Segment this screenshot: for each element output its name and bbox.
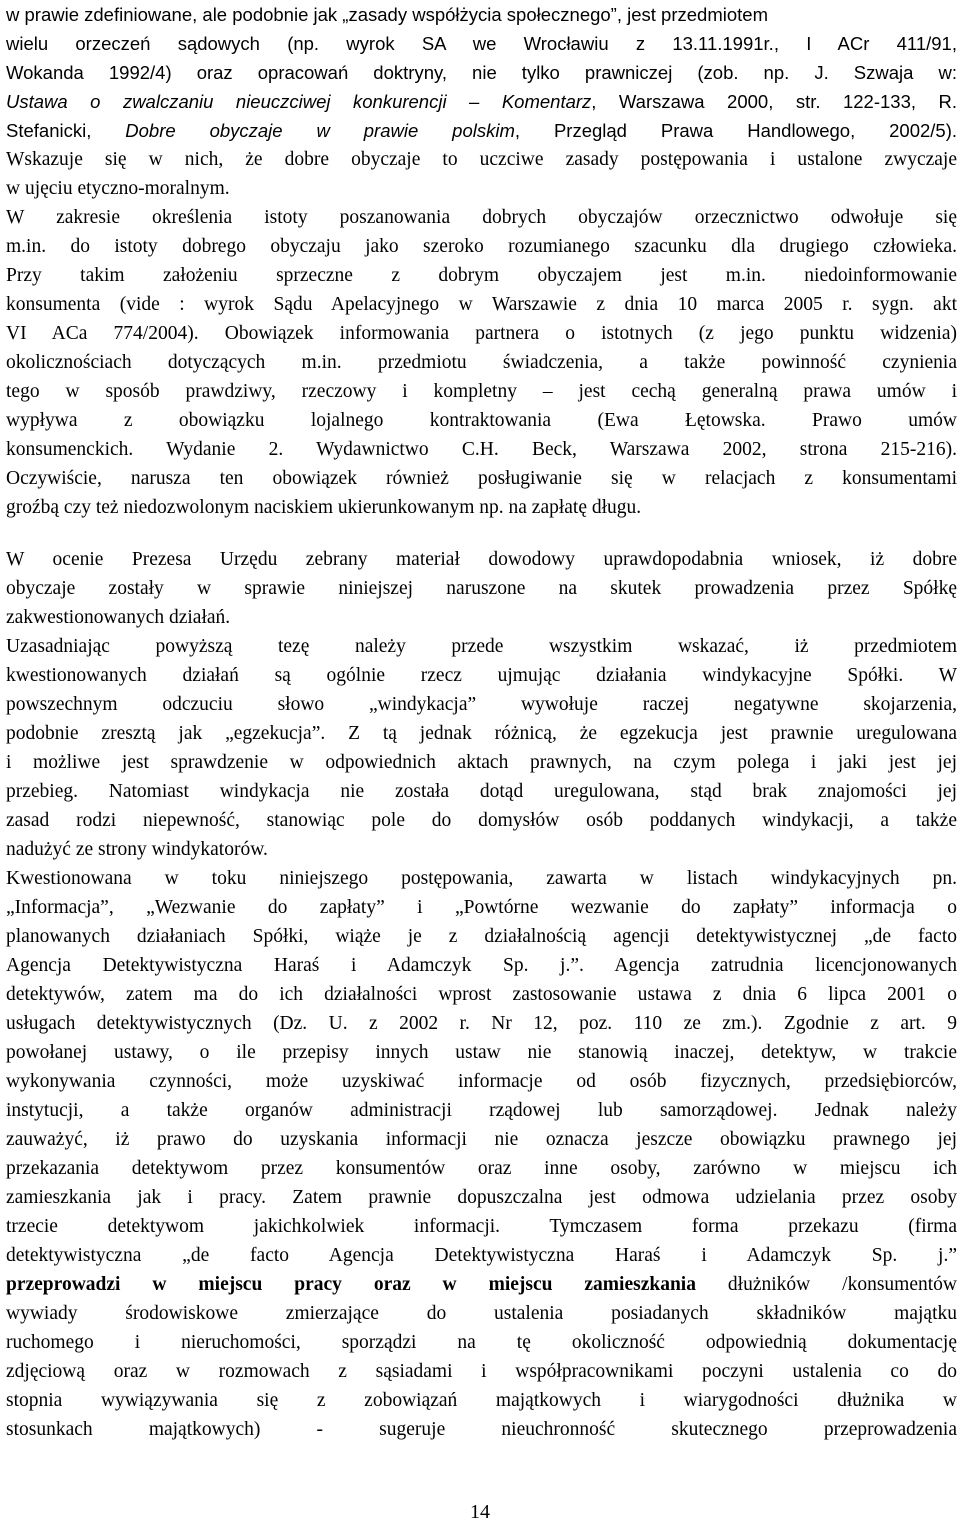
text-line [6, 174, 957, 203]
text-run: usługach detektywistycznych (Dz. U. z 2002 r. Nr 12, poz. 110 ze zm.). Zgodnie z art. 9 [6, 1013, 957, 1034]
text-run: konsumenta (vide : wyrok Sądu Apelacyjnego w Warszawie z dnia 10 marca 2005 r. sygn. akt [6, 294, 957, 315]
italic-citation: Ustawa o zwalczaniu nieuczciwej konkurencji – Komentarz [6, 91, 592, 112]
text-run: podobnie zresztą jak „egzekucja”. Z tą jednak różnicą, że egzekucja jest prawnie uregulowana [6, 723, 957, 744]
text-line [6, 1328, 957, 1357]
text-line [6, 203, 957, 232]
text-run: powszechnym odczuciu słowo „windykacja” wywołuje raczej negatywne skojarzenia, [6, 694, 957, 715]
text-line [6, 348, 957, 377]
text-run: , Przegląd Prawa Handlowego, 2002/5). [514, 120, 958, 141]
text-run: stopnia wywiązywania się z zobowiązań majątkowych i wiarygodności dłużnika w [6, 1390, 957, 1411]
text-line [6, 1038, 957, 1067]
text-line [6, 864, 957, 893]
text-line [6, 835, 957, 864]
text-line [6, 980, 957, 1009]
text-run: detektywów, zatem ma do ich działalności wprost zastosowanie ustawa z dnia 6 lipca 2001 o [6, 984, 957, 1005]
text-run: zamieszkania jak i pracy. Zatem prawnie dopuszczalna jest odmowa udzielania przez osoby [6, 1187, 957, 1208]
text-run: w prawie zdefiniowane, ale podobnie jak „zasady współżycia społecznego”, jest przedmiotem [6, 4, 768, 25]
text-line [6, 435, 957, 464]
text-line [6, 893, 957, 922]
text-run: i możliwe jest sprawdzenie w odpowiednich aktach prawnych, na czym polega i jaki jest jej [6, 752, 957, 773]
bold-emphasis: przeprowadzi w miejscu pracy oraz w miejscu zamieszkania [6, 1274, 696, 1295]
text-run: Uzasadniając powyższą tezę należy przede wszystkim wskazać, iż przedmiotem [6, 636, 957, 657]
text-run: zasad rodzi niepewność, stanowiąc pole do domysłów osób poddanych windykacji, a także [6, 810, 957, 831]
text-line [6, 574, 957, 603]
text-line [6, 922, 957, 951]
text-line [6, 232, 957, 261]
text-run: wielu orzeczeń sądowych (np. wyrok SA we Wrocławiu z 13.11.1991r., I ACr 411/91, [6, 33, 957, 54]
text-run: Oczywiście, narusza ten obowiązek również posługiwanie się w relacjach z konsumentami [6, 468, 957, 489]
text-line [6, 1067, 957, 1096]
paragraph-ocena-prezesa [6, 545, 957, 1444]
text-run: Stefanicki, [6, 120, 126, 141]
text-line [6, 719, 957, 748]
text-run: wywiady środowiskowe zmierzające do ustalenia posiadanych składników majątku [6, 1303, 957, 1324]
text-run: okolicznościach dotyczących m.in. przedmiotu świadczenia, a także powinność czynienia [6, 352, 957, 373]
text-run: trzecie detektywom jakichkolwiek informacji. Tymczasem forma przekazu (firma [6, 1216, 957, 1237]
italic-citation: Dobre obyczaje w prawie polskim [125, 120, 515, 141]
text-line [6, 290, 957, 319]
text-run: W zakresie określenia istoty poszanowania dobrych obyczajów orzecznictwo odwołuje się [6, 207, 957, 228]
text-line [6, 951, 957, 980]
text-run: obyczaje zostały w sprawie niniejszej naruszone na skutek prowadzenia przez Spółkę [6, 578, 957, 599]
text-run: konsumenckich. Wydanie 2. Wydawnictwo C.H. Beck, Warszawa 2002, strona 215-216). [6, 439, 957, 460]
text-line [6, 806, 957, 835]
text-line [6, 0, 957, 29]
text-line [6, 1386, 957, 1415]
text-run: groźbą czy też niedozwolonym naciskiem ukierunkowanym np. na zapłatę długu. [6, 497, 642, 518]
text-line [6, 29, 957, 58]
text-run: „Informacja”, „Wezwanie do zapłaty” i „Powtórne wezwanie do zapłaty” informacja o [6, 897, 957, 918]
text-run: wypływa z obowiązku lojalnego kontraktowania (Ewa Łętowska. Prawo umów [6, 410, 957, 431]
text-line [6, 1415, 957, 1444]
text-run: Agencja Detektywistyczna Haraś i Adamczyk Sp. j.”. Agencja zatrudnia licencjonowanych [6, 955, 957, 976]
text-run: detektywistyczna „de facto Agencja Detektywistyczna Haraś i Adamczyk Sp. j.” [6, 1245, 957, 1266]
text-run: dłużników /konsumentów [695, 1274, 957, 1295]
text-run: stosunkach majątkowych) - sugeruje nieuchronność skutecznego przeprowadzenia [6, 1419, 957, 1440]
text-line [6, 1299, 957, 1328]
text-line [6, 1096, 957, 1125]
text-line [6, 545, 957, 574]
text-line [6, 1212, 957, 1241]
text-run: nadużyć ze strony windykatorów. [6, 839, 268, 860]
text-line [6, 116, 957, 145]
text-run: wykonywania czynności, może uzyskiwać informacje od osób fizycznych, przedsiębiorców, [6, 1071, 957, 1092]
text-run: w ujęciu etyczno-moralnym. [6, 178, 230, 199]
text-line [6, 145, 957, 174]
text-run: W ocenie Prezesa Urzędu zebrany materiał dowodowy uprawdopodabnia wniosek, iż dobre [6, 549, 957, 570]
text-run: Kwestionowana w toku niniejszego postępowania, zawarta w listach windykacyjnych pn. [6, 868, 957, 889]
text-line [6, 1270, 957, 1299]
text-line [6, 87, 957, 116]
text-run: powołanej ustawy, o ile przepisy innych ustaw nie stanowią inaczej, detektyw, w trakcie [6, 1042, 957, 1063]
text-run: zdjęciową oraz w rozmowach z sąsiadami i współpracownikami poczyni ustalenia co do [6, 1361, 957, 1382]
text-line [6, 1009, 957, 1038]
text-run: kwestionowanych działań są ogólnie rzecz ujmując działania windykacyjne Spółki. W [6, 665, 957, 686]
text-line [6, 377, 957, 406]
page-number: 14 [470, 1501, 490, 1523]
text-line [6, 464, 957, 493]
text-line [6, 1357, 957, 1386]
text-line [6, 1125, 957, 1154]
text-run: Wokanda 1992/4) oraz opracowań doktryny, nie tylko prawniczej (zob. np. J. Szwaja w: [6, 62, 957, 83]
text-line [6, 603, 957, 632]
text-line [6, 319, 957, 348]
text-line [6, 58, 957, 87]
text-run: zauważyć, iż prawo do uzyskania informacji nie oznacza jeszcze obowiązku prawnego jej [6, 1129, 957, 1150]
text-run: planowanych działaniach Spółki, wiąże je z działalnością agencji detektywistycznej „de facto [6, 926, 957, 947]
text-run: m.in. do istoty dobrego obyczaju jako szeroko rozumianego szacunku dla drugiego człowieka. [6, 236, 957, 257]
text-line [6, 661, 957, 690]
text-line [6, 406, 957, 435]
text-run: Przy takim założeniu sprzeczne z dobrym obyczajem jest m.in. niedoinformowanie [6, 265, 957, 286]
text-line [6, 748, 957, 777]
text-run: tego w sposób prawdziwy, rzeczowy i kompletny – jest cechą generalną prawa umów i [6, 381, 957, 402]
text-run: , Warszawa 2000, str. 122-133, R. [591, 91, 957, 112]
text-line [6, 1241, 957, 1270]
text-line [6, 1183, 957, 1212]
text-line [6, 690, 957, 719]
text-run: ruchomego i nieruchomości, sporządzi na tę okoliczność odpowiednią dokumentację [6, 1332, 957, 1353]
text-run: przekazania detektywom przez konsumentów oraz inne osoby, zarówno w miejscu ich [6, 1158, 957, 1179]
text-line [6, 777, 957, 806]
text-line [6, 493, 957, 522]
text-line [6, 632, 957, 661]
text-line [6, 1154, 957, 1183]
text-run: Wskazuje się w nich, że dobre obyczaje to uczciwe zasady postępowania i ustalone zwyczaje [6, 149, 957, 170]
paragraph-dobre-obyczaje [6, 0, 957, 522]
text-line [6, 261, 957, 290]
text-run: przebieg. Natomiast windykacja nie została dotąd uregulowana, stąd brak znajomości jej [6, 781, 957, 802]
text-run: instytucji, a także organów administracji rządowej lub samorządowej. Jednak należy [6, 1100, 957, 1121]
text-run: zakwestionowanych działań. [6, 607, 231, 628]
text-run: VI ACa 774/2004). Obowiązek informowania partnera o istotnych (z jego punktu widzenia) [6, 323, 957, 344]
